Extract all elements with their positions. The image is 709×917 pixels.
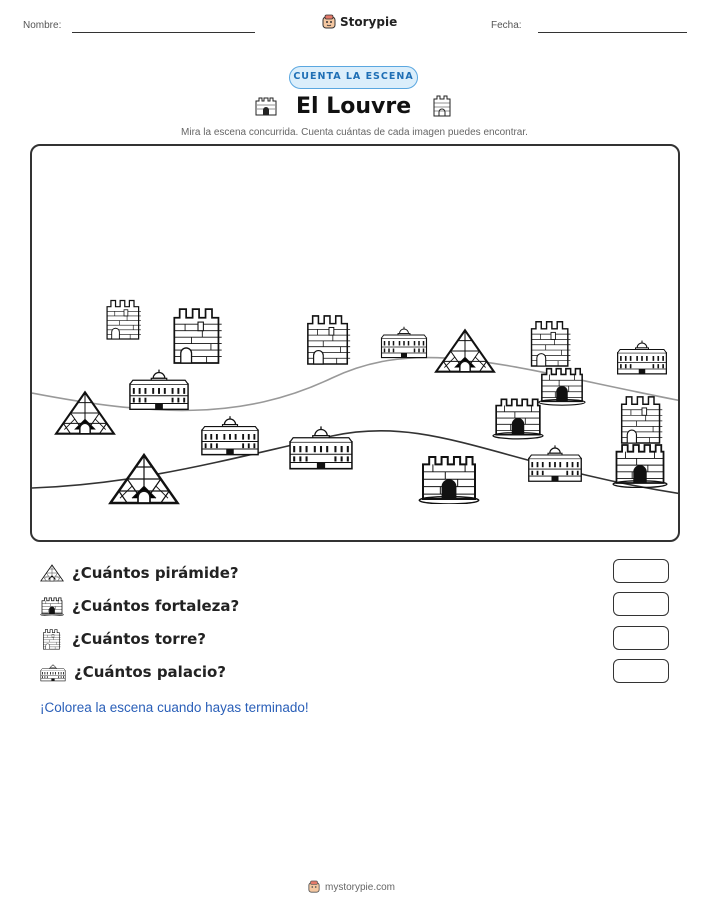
fortress-item — [538, 362, 586, 408]
tower-item — [104, 296, 144, 342]
question-row-tower — [40, 627, 206, 651]
page-title: El Louvre — [296, 94, 412, 119]
pyramid-item — [54, 390, 116, 436]
site-footer — [308, 880, 395, 894]
question-row-fortress — [40, 594, 239, 618]
fortress-item — [612, 440, 668, 488]
question-row-palace — [40, 660, 226, 684]
question-text: ¿Cuántos pirámide? — [72, 564, 239, 582]
fortress-icon — [40, 596, 64, 616]
answer-box-tower[interactable] — [613, 626, 669, 650]
answer-box-fortress[interactable] — [613, 592, 669, 616]
tower-item — [304, 312, 354, 366]
pyramid-item — [434, 328, 496, 374]
palace-icon — [40, 662, 66, 682]
palace-item — [200, 408, 260, 460]
question-text: ¿Cuántos torre? — [72, 630, 206, 648]
brand-name: Storypie — [340, 15, 398, 29]
date-label: Fecha: — [491, 20, 522, 31]
name-line[interactable] — [72, 32, 255, 33]
answer-box-pyramid[interactable] — [613, 559, 669, 583]
tower-item — [528, 318, 574, 368]
name-label: Nombre: — [23, 20, 62, 31]
question-text: ¿Cuántos fortaleza? — [72, 597, 240, 615]
coloring-note: ¡Colorea la escena cuando hayas terminado! — [40, 700, 309, 715]
fortress-icon — [254, 95, 278, 117]
storypie-logo-icon — [322, 14, 336, 30]
scene-frame — [30, 144, 680, 542]
palace-item — [380, 312, 428, 370]
palace-item — [616, 334, 668, 378]
brand — [322, 14, 397, 30]
palace-item — [128, 362, 190, 414]
storypie-logo-icon — [308, 880, 320, 894]
question-text: ¿Cuántos palacio? — [74, 663, 226, 681]
instructions: Mira la escena concurrida. Cuenta cuántas de cada imagen puedes encontrar. — [181, 127, 528, 138]
tower-icon — [431, 94, 453, 118]
fortress-item — [418, 452, 480, 504]
palace-item — [288, 418, 354, 474]
tower-item — [618, 392, 666, 446]
pyramid-item — [108, 452, 180, 506]
date-line[interactable] — [538, 32, 687, 33]
activity-badge: CUENTA LA ESCENA — [289, 66, 418, 89]
tower-item — [170, 304, 226, 366]
palace-item — [527, 438, 583, 486]
site-url: mystorypie.com — [325, 881, 396, 893]
pyramid-icon — [40, 564, 64, 582]
fortress-item — [492, 394, 544, 440]
answer-box-palace[interactable] — [613, 659, 669, 683]
question-row-pyramid — [40, 561, 239, 585]
tower-icon — [40, 628, 64, 650]
